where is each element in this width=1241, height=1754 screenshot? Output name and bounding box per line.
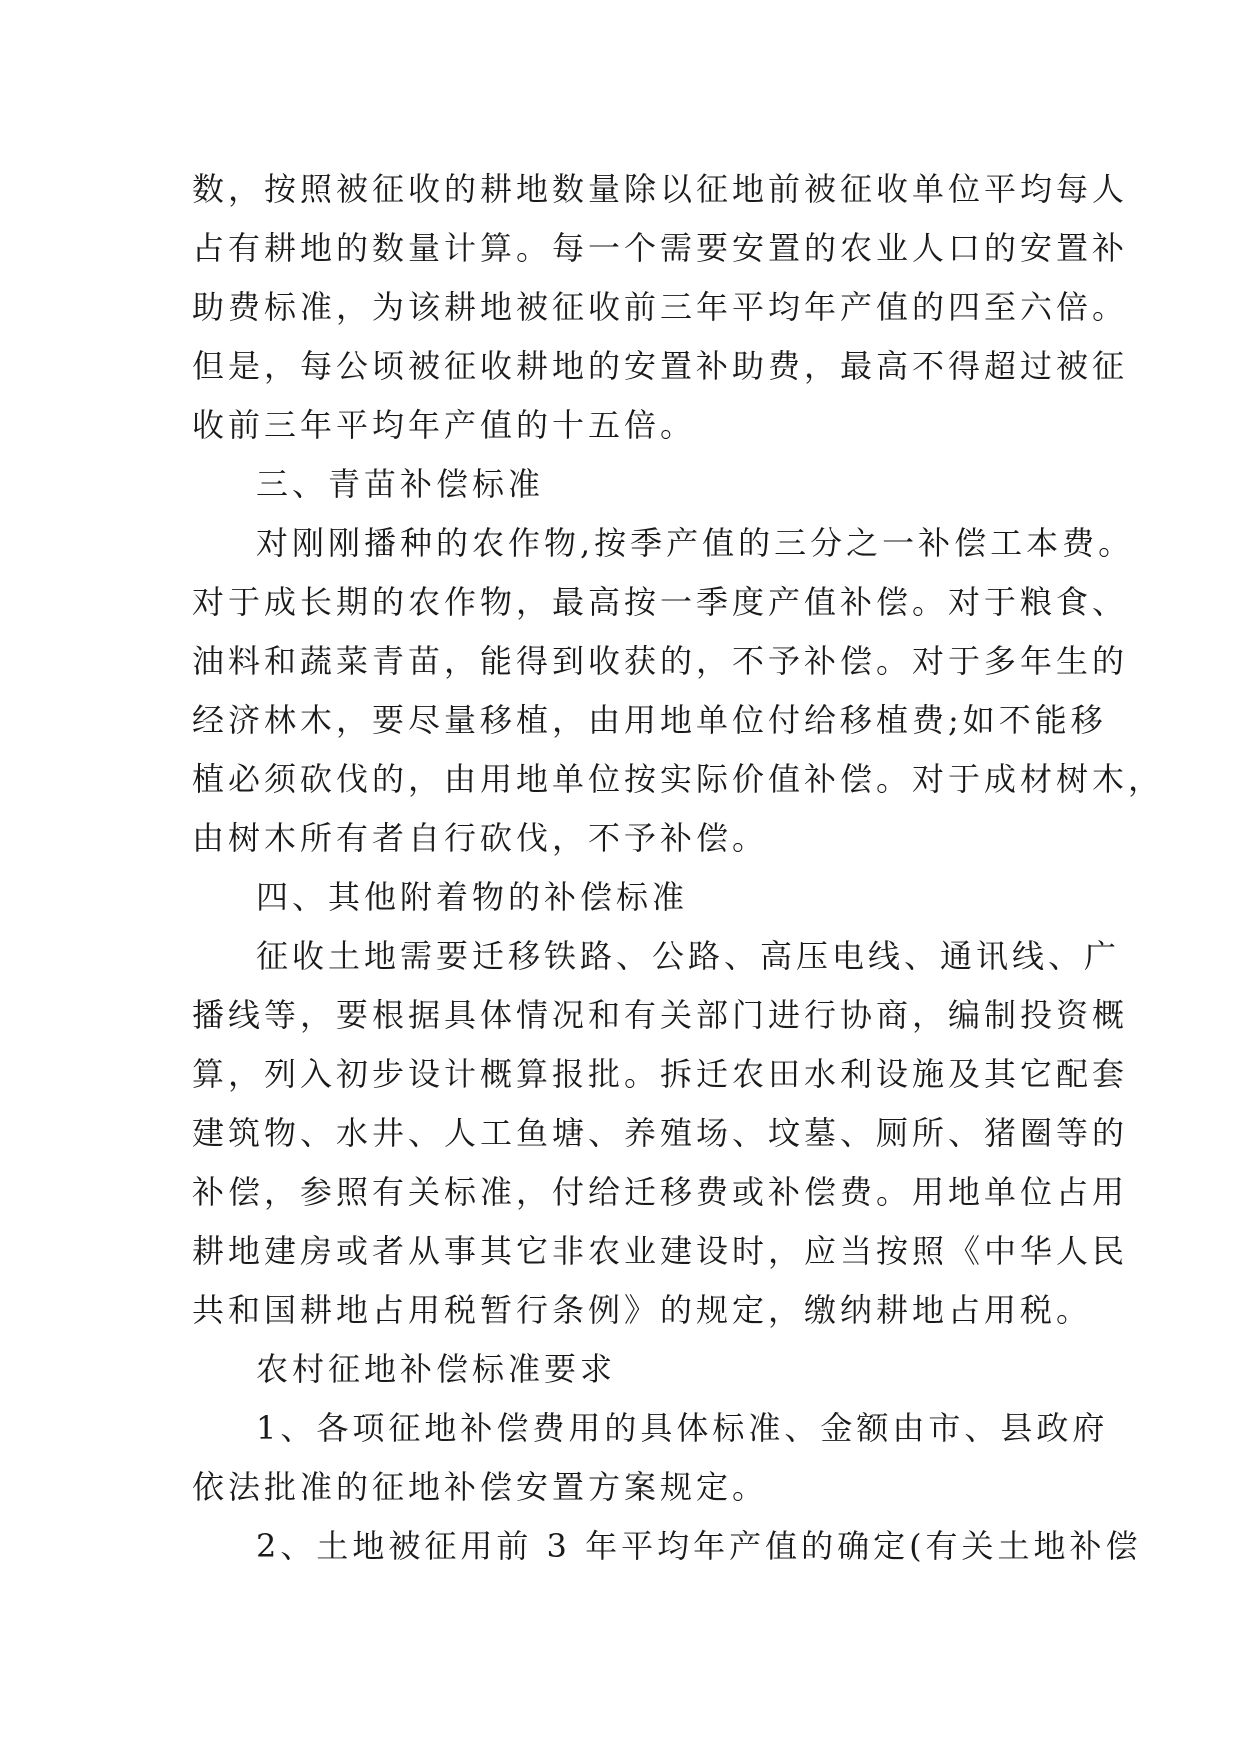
text-line: 对于成长期的农作物，最高按一季度产值补偿。对于粮食、 [192, 583, 1129, 621]
text-line: 油料和蔬菜青苗，能得到收获的，不予补偿。对于多年生的 [192, 642, 1129, 680]
list-item: 1、各项征地补偿费用的具体标准、金额由市、县政府 [256, 1409, 1109, 1447]
list-item: 2、土地被征用前 3 年平均年产值的确定(有关土地补偿 [256, 1527, 1142, 1565]
text-line: 征收土地需要迁移铁路、公路、高压电线、通讯线、广 [256, 937, 1121, 975]
section-heading: 农村征地补偿标准要求 [256, 1350, 617, 1388]
text-line: 补偿，参照有关标准，付给迁移费或补偿费。用地单位占用 [192, 1173, 1129, 1211]
text-line: 播线等，要根据具体情况和有关部门进行协商，编制投资概 [192, 996, 1129, 1034]
text-line: 数，按照被征收的耕地数量除以征地前被征收单位平均每人 [192, 170, 1129, 208]
text-line: 对刚刚播种的农作物,按季产值的三分之一补偿工本费。 [256, 524, 1135, 562]
text-line: 助费标准，为该耕地被征收前三年平均年产值的四至六倍。 [192, 288, 1129, 326]
document-body [192, 160, 1165, 1576]
text-line: 耕地建房或者从事其它非农业建设时，应当按照《中华人民 [192, 1232, 1129, 1270]
section-heading: 四、其他附着物的补偿标准 [256, 878, 689, 916]
text-line: 依法批准的征地补偿安置方案规定。 [192, 1468, 769, 1506]
text-line: 收前三年平均年产值的十五倍。 [192, 406, 697, 444]
text-line: 但是，每公顷被征收耕地的安置补助费，最高不得超过被征 [192, 347, 1129, 385]
text-line: 建筑物、水井、人工鱼塘、养殖场、坟墓、厕所、猪圈等的 [192, 1114, 1129, 1152]
text-line: 占有耕地的数量计算。每一个需要安置的农业人口的安置补 [192, 229, 1129, 267]
section-heading: 三、青苗补偿标准 [256, 465, 545, 503]
text-line: 由树木所有者自行砍伐，不予补偿。 [192, 819, 769, 857]
text-line: 共和国耕地占用税暂行条例》的规定，缴纳耕地占用税。 [192, 1291, 1093, 1329]
text-line: 经济林木，要尽量移植，由用地单位付给移植费;如不能移 [192, 701, 1107, 739]
text-line: 植必须砍伐的，由用地单位按实际价值补偿。对于成材树木， [192, 760, 1165, 798]
text-line: 算，列入初步设计概算报批。拆迁农田水利设施及其它配套 [192, 1055, 1129, 1093]
